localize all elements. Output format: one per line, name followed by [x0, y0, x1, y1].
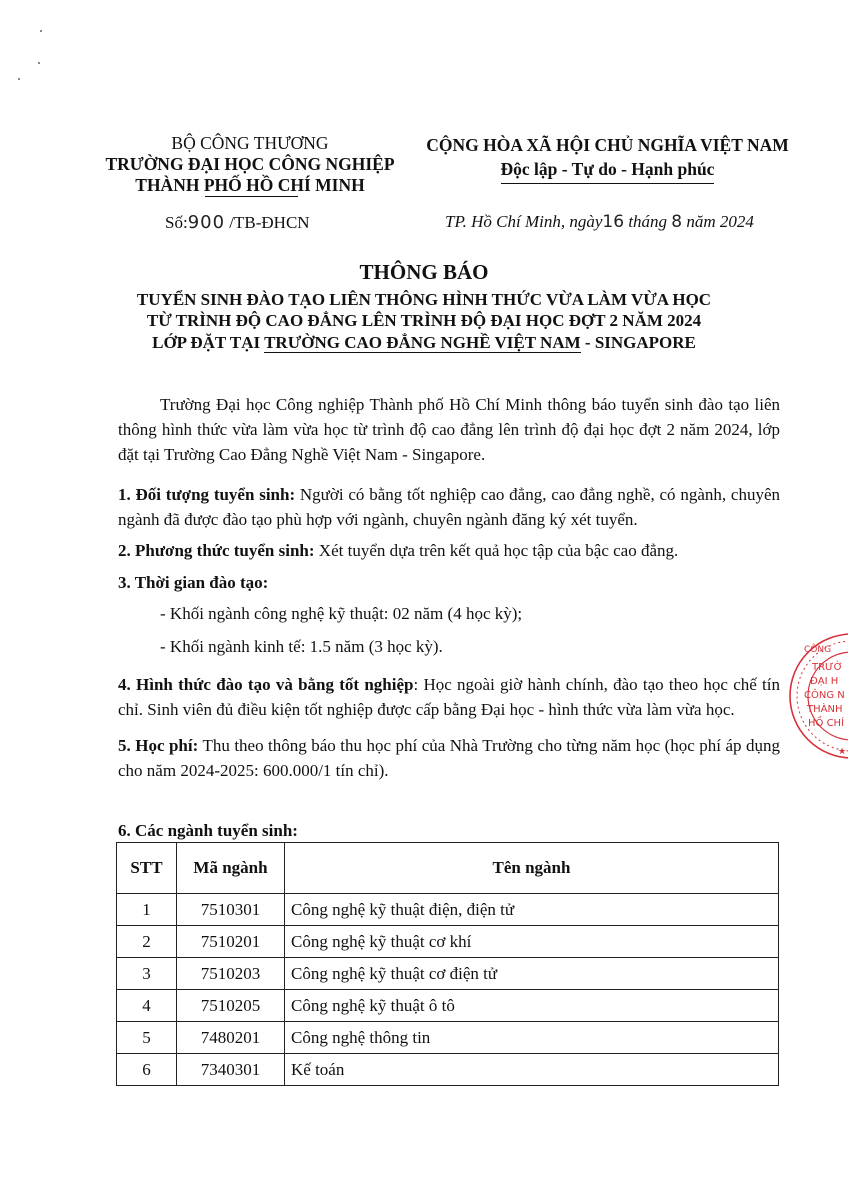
table-header-row	[117, 843, 779, 894]
table-row	[117, 926, 779, 958]
handwritten-number: 900	[187, 212, 226, 233]
table-row	[117, 894, 779, 926]
cell-stt: 1	[117, 894, 177, 926]
cell-code: 7510201	[177, 926, 285, 958]
cell-code: 7510301	[177, 894, 285, 926]
cell-stt: 4	[117, 990, 177, 1022]
handwritten-month: 8	[671, 212, 683, 232]
duration-item-economics: - Khối ngành kinh tế: 1.5 năm (3 học kỳ).	[160, 637, 443, 656]
seal-star-icon: ★	[838, 747, 847, 757]
section-tuition: 5. Học phí: Thu theo thông báo thu học phí của Nhà Trường cho từng năm học (học phí áp dụng cho năm 2024-2025: 600.000/1 tín chỉ).	[118, 736, 781, 780]
seal-text-line: CÔNG	[804, 645, 832, 655]
col-header-stt: STT	[117, 843, 177, 894]
cell-code: 7510203	[177, 958, 285, 990]
document-title: THÔNG BÁO	[359, 260, 489, 284]
seal-text-line: TRƯỜ	[812, 662, 843, 673]
table-row	[117, 1022, 779, 1054]
table-row	[117, 958, 779, 990]
cell-code: 7340301	[177, 1054, 285, 1086]
issuer-underline	[205, 196, 298, 197]
scan-speck	[40, 30, 42, 32]
issue-date: TP. Hồ Chí Minh, ngày16 tháng 8 năm 2024	[445, 212, 754, 232]
seal-text-line: ĐẠI H	[810, 676, 839, 687]
section-majors: 6. Các ngành tuyển sinh:	[118, 821, 298, 840]
table-row	[117, 1054, 779, 1086]
scan-speck	[18, 78, 20, 80]
table-row	[117, 990, 779, 1022]
handwritten-day: 16	[602, 212, 625, 232]
section-duration: 3. Thời gian đào tạo:	[118, 573, 269, 592]
national-motto: Độc lập - Tự do - Hạnh phúc	[501, 157, 715, 184]
col-header-name: Tên ngành	[285, 843, 779, 894]
section-eligibility: 1. Đối tượng tuyển sinh: Người có bằng tốt nghiệp cao đẳng, cao đẳng nghề, có ngành, chuyên ngành đã được đào tạo phù hợp với ngành, chuyên ngành đăng ký xét tuyển.	[118, 485, 780, 529]
scan-speck	[38, 62, 40, 64]
subtitle-line1: TUYỂN SINH ĐÀO TẠO LIÊN THÔNG HÌNH THỨC VỪA LÀM VỪA HỌC	[136, 290, 712, 309]
section-training-format: 4. Hình thức đào tạo và bằng tốt nghiệp: Học ngoài giờ hành chính, đào tạo theo học chế tín chỉ. Sinh viên đủ điều kiện tốt nghiệp được cấp bằng Đại học - hình thức vừa làm vừa học.	[118, 675, 780, 719]
cell-stt: 6	[117, 1054, 177, 1086]
ministry-name: BỘ CÔNG THƯƠNG	[171, 133, 329, 153]
cell-stt: 5	[117, 1022, 177, 1054]
nation-name: CỘNG HÒA XÃ HỘI CHỦ NGHĨA VIỆT NAM	[426, 135, 789, 155]
document-number: Số:900 /TB-ĐHCN	[165, 212, 310, 233]
cell-stt: 3	[117, 958, 177, 990]
duration-item-tech: - Khối ngành công nghệ kỹ thuật: 02 năm (4 học kỳ);	[160, 604, 523, 623]
majors-table	[116, 842, 779, 1086]
cell-name: Công nghệ kỹ thuật cơ khí	[285, 926, 779, 958]
school-name-line2: THÀNH PHỐ HỒ CHÍ MINH	[135, 175, 365, 195]
cell-name: Công nghệ kỹ thuật ô tô	[285, 990, 779, 1022]
cell-code: 7480201	[177, 1022, 285, 1054]
section-admission-method: 2. Phương thức tuyển sinh: Xét tuyển dựa trên kết quả học tập của bậc cao đẳng.	[118, 541, 679, 560]
cell-name: Kế toán	[285, 1054, 779, 1086]
subtitle-line2: TỪ TRÌNH ĐỘ CAO ĐẲNG LÊN TRÌNH ĐỘ ĐẠI HỌC ĐỢT 2 NĂM 2024	[146, 311, 702, 330]
issuer-block	[95, 133, 405, 196]
subtitle-line3: LỚP ĐẶT TẠI TRƯỜNG CAO ĐẲNG NGHỀ VIỆT NAM - SINGAPORE	[152, 333, 696, 352]
national-header	[410, 133, 805, 184]
cell-code: 7510205	[177, 990, 285, 1022]
seal-text-line: CÔNG N	[804, 690, 845, 701]
col-header-code: Mã ngành	[177, 843, 285, 894]
cell-name: Công nghệ kỹ thuật điện, điện tử	[285, 894, 779, 926]
intro-paragraph: Trường Đại học Công nghiệp Thành phố Hồ Chí Minh thông báo tuyển sinh đào tạo liên thông hình thức vừa làm vừa học từ trình độ cao đẳng lên trình độ đại học đợt 2 năm 2024, lớp đặt tại Trường Cao Đẳng Nghề Việt Nam - Singapore.	[118, 395, 780, 464]
cell-name: Công nghệ thông tin	[285, 1022, 779, 1054]
school-name-line1: TRƯỜNG ĐẠI HỌC CÔNG NGHIỆP	[105, 154, 395, 174]
official-seal-icon	[760, 630, 848, 760]
seal-text-line: THÀNH	[807, 704, 843, 715]
seal-text-line: HỒ CHÍ	[808, 718, 845, 729]
cell-name: Công nghệ kỹ thuật cơ điện tử	[285, 958, 779, 990]
cell-stt: 2	[117, 926, 177, 958]
